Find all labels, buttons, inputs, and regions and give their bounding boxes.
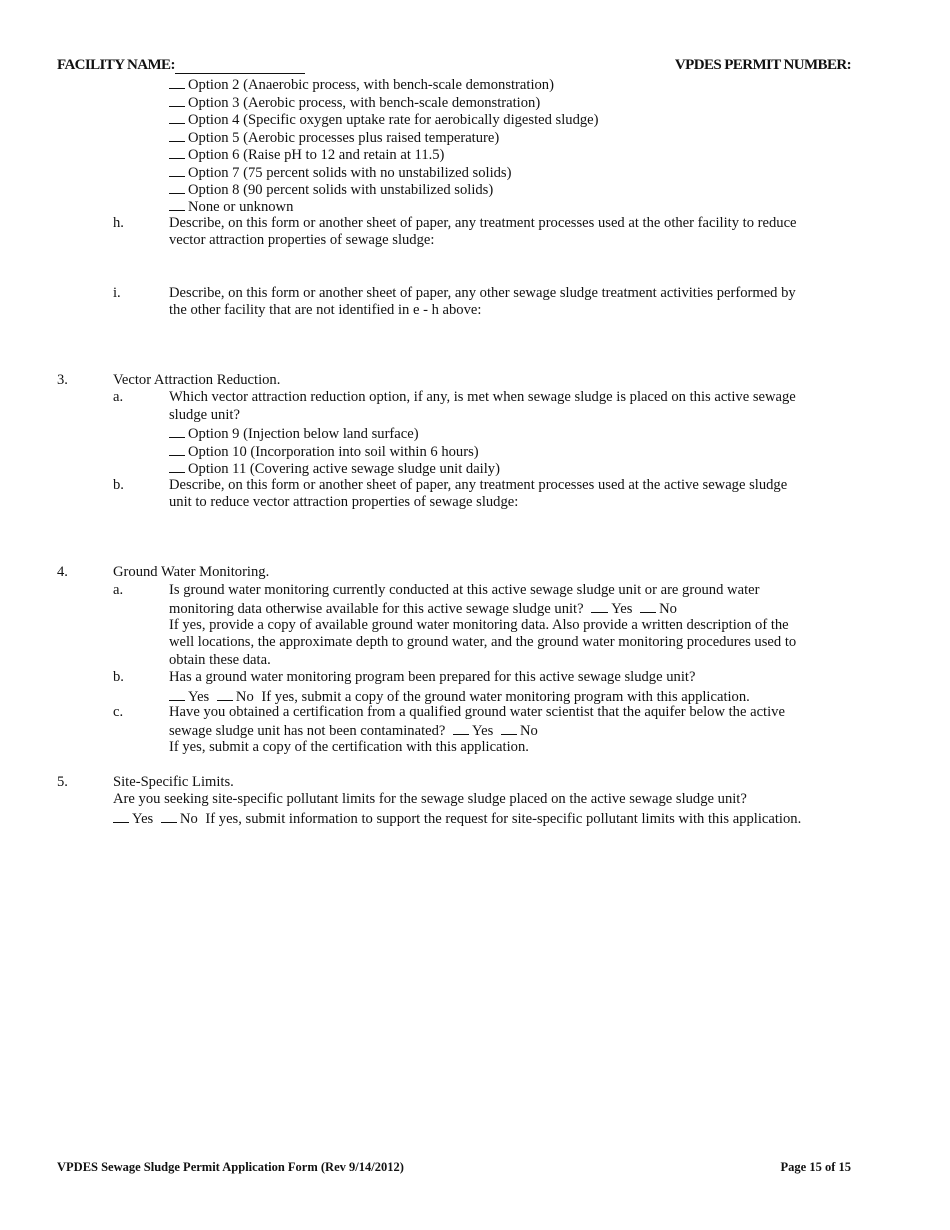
yes-label: Yes (132, 811, 154, 827)
section-4a-text-5: obtain these data. (169, 652, 271, 668)
section-5-text-2: If yes, submit information to support the request for site-specific pollutant limits with this application. (205, 811, 802, 827)
option-7-checkbox[interactable] (169, 163, 185, 177)
option-label: Option 4 (Specific oxygen uptake rate for aerobically digested sludge) (188, 112, 599, 128)
section-5-number: 5. (57, 774, 68, 790)
section-5-title: Site-Specific Limits. (113, 774, 234, 790)
option-label: Option 8 (90 percent solids with unstabilized solids) (188, 182, 494, 198)
section-4b-no-blank[interactable] (217, 687, 233, 701)
option-label: Option 7 (75 percent solids with no unstabilized solids) (188, 165, 512, 181)
item-h-text-1: Describe, on this form or another sheet of paper, any treatment processes used at the other facility to reduce (169, 215, 797, 231)
section-4b-letter: b. (113, 669, 124, 685)
item-i-letter: i. (113, 285, 121, 301)
option-row (169, 424, 419, 444)
section-4b-text-2: If yes, submit a copy of the ground water monitoring program with this application. (261, 689, 750, 705)
option-label: Option 2 (Anaerobic process, with bench-scale demonstration) (188, 77, 554, 93)
option-label: Option 3 (Aerobic process, with bench-scale demonstration) (188, 95, 541, 111)
option-11-checkbox[interactable] (169, 459, 185, 473)
facility-name-label (57, 57, 305, 74)
permit-number-label: VPDES PERMIT NUMBER: (674, 57, 851, 73)
option-label: Option 11 (Covering active sewage sludge unit daily) (188, 461, 500, 477)
section-3a-letter: a. (113, 389, 124, 405)
option-row (169, 75, 554, 95)
none-unknown-checkbox[interactable] (169, 197, 185, 211)
option-row (169, 459, 500, 479)
section-4-number: 4. (57, 564, 68, 580)
section-4c-yes-blank[interactable] (453, 721, 469, 735)
section-3b-text-2: unit to reduce vector attraction properties of sewage sludge: (169, 494, 519, 510)
section-4a-text-4: well locations, the approximate depth to ground water, and the ground water monitoring procedures used to (169, 634, 797, 650)
section-4a-no-blank[interactable] (640, 599, 656, 613)
no-label: No (659, 601, 677, 617)
option-label: Option 9 (Injection below land surface) (188, 426, 419, 442)
section-5-text-1: Are you seeking site-specific pollutant limits for the sewage sludge placed on the active sewage sludge unit? (113, 791, 747, 807)
option-4-checkbox[interactable] (169, 110, 185, 124)
section-4c-text-3: If yes, submit a copy of the certification with this application. (169, 739, 529, 755)
section-4a-letter: a. (113, 582, 124, 598)
section-4c-no-blank[interactable] (501, 721, 517, 735)
section-4b-yes-blank[interactable] (169, 687, 185, 701)
option-8-checkbox[interactable] (169, 180, 185, 194)
option-9-checkbox[interactable] (169, 424, 185, 438)
section-4b-text-1: Has a ground water monitoring program been prepared for this active sewage sludge unit? (169, 669, 696, 685)
section-4c-text-2-row (169, 721, 538, 741)
no-label: No (179, 811, 198, 827)
section-3-number: 3. (57, 372, 68, 388)
option-row (169, 110, 599, 130)
section-4a-text-3: If yes, provide a copy of available ground water monitoring data. Also provide a written description of the (169, 617, 789, 633)
facility-name-blank[interactable] (175, 59, 305, 74)
item-h-letter: h. (113, 215, 124, 231)
section-4a-text-2-row (169, 599, 677, 619)
option-label: Option 10 (Incorporation into soil within 6 hours) (188, 444, 479, 460)
option-row (169, 145, 444, 165)
facility-name-text: FACILITY NAME: (57, 57, 175, 73)
section-5-text-2-row (113, 809, 801, 829)
option-label: None or unknown (188, 199, 294, 215)
section-4c-text-1: Have you obtained a certification from a qualified ground water scientist that the aquifer below the active (169, 704, 785, 720)
option-row (169, 197, 293, 217)
item-h-text-2: vector attraction properties of sewage sludge: (169, 232, 435, 248)
section-3a-text-2: sludge unit? (169, 407, 240, 423)
footer-form-title: VPDES Sewage Sludge Permit Application Form (Rev 9/14/2012) (57, 1160, 404, 1174)
option-2-checkbox[interactable] (169, 75, 185, 89)
no-label: No (235, 689, 254, 705)
yes-label: Yes (611, 601, 633, 617)
section-4-title: Ground Water Monitoring. (113, 564, 270, 580)
option-6-checkbox[interactable] (169, 145, 185, 159)
item-i-text-1: Describe, on this form or another sheet of paper, any other sewage sludge treatment activities performed by (169, 285, 796, 301)
option-3-checkbox[interactable] (169, 93, 185, 107)
section-4a-yes-blank[interactable] (591, 599, 608, 613)
section-4a-text-1: Is ground water monitoring currently conducted at this active sewage sludge unit or are ground water (169, 582, 760, 598)
yes-label: Yes (188, 689, 210, 705)
footer-page-number: Page 15 of 15 (780, 1160, 851, 1174)
option-label: Option 5 (Aerobic processes plus raised temperature) (188, 130, 500, 146)
yes-label: Yes (472, 723, 494, 739)
section-3b-text-1: Describe, on this form or another sheet of paper, any treatment processes used at the active sewage sludge (169, 477, 788, 493)
section-4c-text-2: sewage sludge unit has not been contaminated? (169, 723, 446, 739)
section-4a-text-2: monitoring data otherwise available for this active sewage sludge unit? (169, 601, 584, 617)
option-label: Option 6 (Raise pH to 12 and retain at 11.5) (188, 147, 445, 163)
no-label: No (519, 723, 538, 739)
section-5-yes-blank[interactable] (113, 809, 129, 823)
option-10-checkbox[interactable] (169, 442, 185, 456)
section-5-no-blank[interactable] (161, 809, 177, 823)
option-5-checkbox[interactable] (169, 128, 185, 142)
section-3b-letter: b. (113, 477, 124, 493)
item-i-text-2: the other facility that are not identified in e - h above: (169, 302, 482, 318)
section-3-title: Vector Attraction Reduction. (113, 372, 281, 388)
section-4c-letter: c. (113, 704, 124, 720)
section-3a-text-1: Which vector attraction reduction option, if any, is met when sewage sludge is placed on this active sewage (169, 389, 796, 405)
